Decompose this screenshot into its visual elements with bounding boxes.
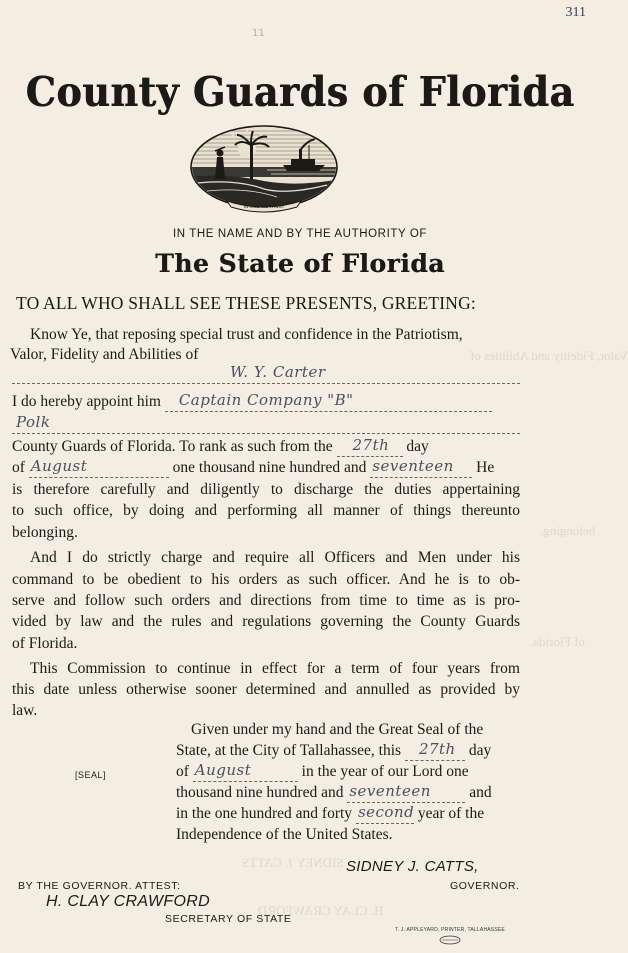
secretary-name: H. CLAY CRAWFORD xyxy=(46,893,210,910)
given-day-text: day xyxy=(468,742,492,759)
county-line xyxy=(12,414,520,434)
given-forty-text: in the one hundred and forty xyxy=(176,805,353,822)
page-number: 311 xyxy=(565,5,586,20)
name-handwritten: W. Y. Carter xyxy=(230,363,326,381)
given-day-handwritten: 27th xyxy=(418,740,456,758)
paragraph-2-line-2 xyxy=(12,458,494,478)
independence-year-field xyxy=(356,803,415,824)
given-day-field xyxy=(405,740,465,761)
pencil-mark: 11 xyxy=(252,28,265,39)
given-month-handwritten: August xyxy=(194,761,252,779)
appoint-line xyxy=(12,392,492,412)
paragraph-2-line-4: to such office, by doing and performing all manner of things thereunto xyxy=(12,502,520,519)
given-year-of-text: year of the xyxy=(417,805,485,822)
given-and-text: and xyxy=(469,784,492,801)
given-month-field xyxy=(193,761,298,782)
of-text: of xyxy=(12,459,25,476)
name-field xyxy=(12,363,520,384)
attest-label: BY THE GOVERNOR. ATTEST: xyxy=(18,880,181,892)
independence-year-handwritten: second xyxy=(357,803,415,821)
rank-year-handwritten: seventeen xyxy=(372,457,454,475)
bleed-through-text: belonging. xyxy=(540,523,596,538)
paragraph-1-line-1: Know Ye, that reposing special trust and confidence in the Patriotism, xyxy=(30,326,463,343)
county-handwritten: Polk xyxy=(16,413,51,431)
rank-from-text: County Guards of Florida. To rank as such from the xyxy=(12,438,333,455)
paragraph-3-line-4: vided by law and the rules and regulations governing the County Guards xyxy=(12,613,520,630)
bleed-through-text: Valor, Fidelity and Abilities of xyxy=(470,348,628,363)
given-year-field xyxy=(347,782,465,803)
paragraph-4-line-1: This Commission to continue in effect for a term of four years from xyxy=(30,660,520,677)
paragraph-3-line-5: of Florida. xyxy=(12,635,78,652)
paragraph-1-line-2: Valor, Fidelity and Abilities of xyxy=(10,346,199,363)
rank-day-field xyxy=(337,436,403,457)
governor-title: GOVERNOR. xyxy=(450,880,520,892)
bleed-through-text: SIDNEY J. CATTS xyxy=(242,855,344,870)
paragraph-4-line-2: this date unless otherwise sooner determined and annulled as provided by xyxy=(12,681,520,698)
secretary-title: SECRETARY OF STATE xyxy=(165,913,292,925)
governor-name: SIDNEY J. CATTS, xyxy=(346,858,479,875)
given-year-handwritten: seventeen xyxy=(349,782,431,800)
rank-month-field xyxy=(29,457,169,478)
printer-credit xyxy=(395,927,505,945)
given-line-3 xyxy=(176,762,469,782)
bleed-through-text: H. CLAY CRAWFORD xyxy=(258,903,384,918)
given-thousand-text: thousand nine hundred and xyxy=(176,784,344,801)
seal-label: [SEAL] xyxy=(75,770,107,780)
paragraph-2-line-3: is therefore carefully and diligently to discharge the duties appertaining xyxy=(12,481,520,498)
name-line xyxy=(12,364,520,384)
bleed-through-text: of Florida. xyxy=(530,634,585,649)
paragraph-3-line-3: serve and follow such orders and directions from time to time as is pro- xyxy=(12,592,520,609)
given-year-of-lord-text: in the year of our Lord one xyxy=(301,763,469,780)
seal-motto: IN GOD WE TRUST xyxy=(243,204,285,209)
given-line-1: Given under my hand and the Great Seal of the xyxy=(191,721,484,738)
rank-year-field xyxy=(370,457,472,478)
given-line-5 xyxy=(176,804,484,824)
paragraph-4-line-3: law. xyxy=(12,702,38,719)
appoint-prefix: I do hereby appoint him xyxy=(12,393,161,410)
rank-day-handwritten: 27th xyxy=(352,436,390,454)
union-label-icon xyxy=(439,935,461,945)
given-city-text: State, at the City of Tallahassee, this xyxy=(176,742,402,759)
rank-field xyxy=(165,391,492,412)
document-title: County Guards of Florida xyxy=(25,67,575,116)
he-text: He xyxy=(476,459,495,476)
authority-line: IN THE NAME AND BY THE AUTHORITY OF xyxy=(172,228,428,240)
state-seal-emblem xyxy=(187,123,341,213)
given-of-text: of xyxy=(176,763,189,780)
given-line-6: Independence of the United States. xyxy=(176,826,393,843)
county-field xyxy=(12,413,520,434)
year-text: one thousand nine hundred and xyxy=(172,459,367,476)
paragraph-2-line-1 xyxy=(12,437,429,457)
state-title: The State of Florida xyxy=(155,249,445,278)
rank-month-handwritten: August xyxy=(30,457,88,475)
rank-handwritten: Captain Company "B" xyxy=(178,391,354,409)
paragraph-3-line-1: And I do strictly charge and require all Officers and Men under his xyxy=(30,549,520,566)
day-text: day xyxy=(406,438,429,455)
paragraph-2-line-5: belonging. xyxy=(12,524,78,541)
greeting: TO ALL WHO SHALL SEE THESE PRESENTS, GREETING: xyxy=(16,293,476,313)
given-line-2 xyxy=(176,741,491,761)
printer-text: T. J. APPLEYARD, PRINTER, TALLAHASSEE xyxy=(395,927,505,933)
paragraph-3-line-2: command to be obedient to his orders as such officer. And he is to ob- xyxy=(12,571,520,588)
given-line-4 xyxy=(176,783,492,803)
